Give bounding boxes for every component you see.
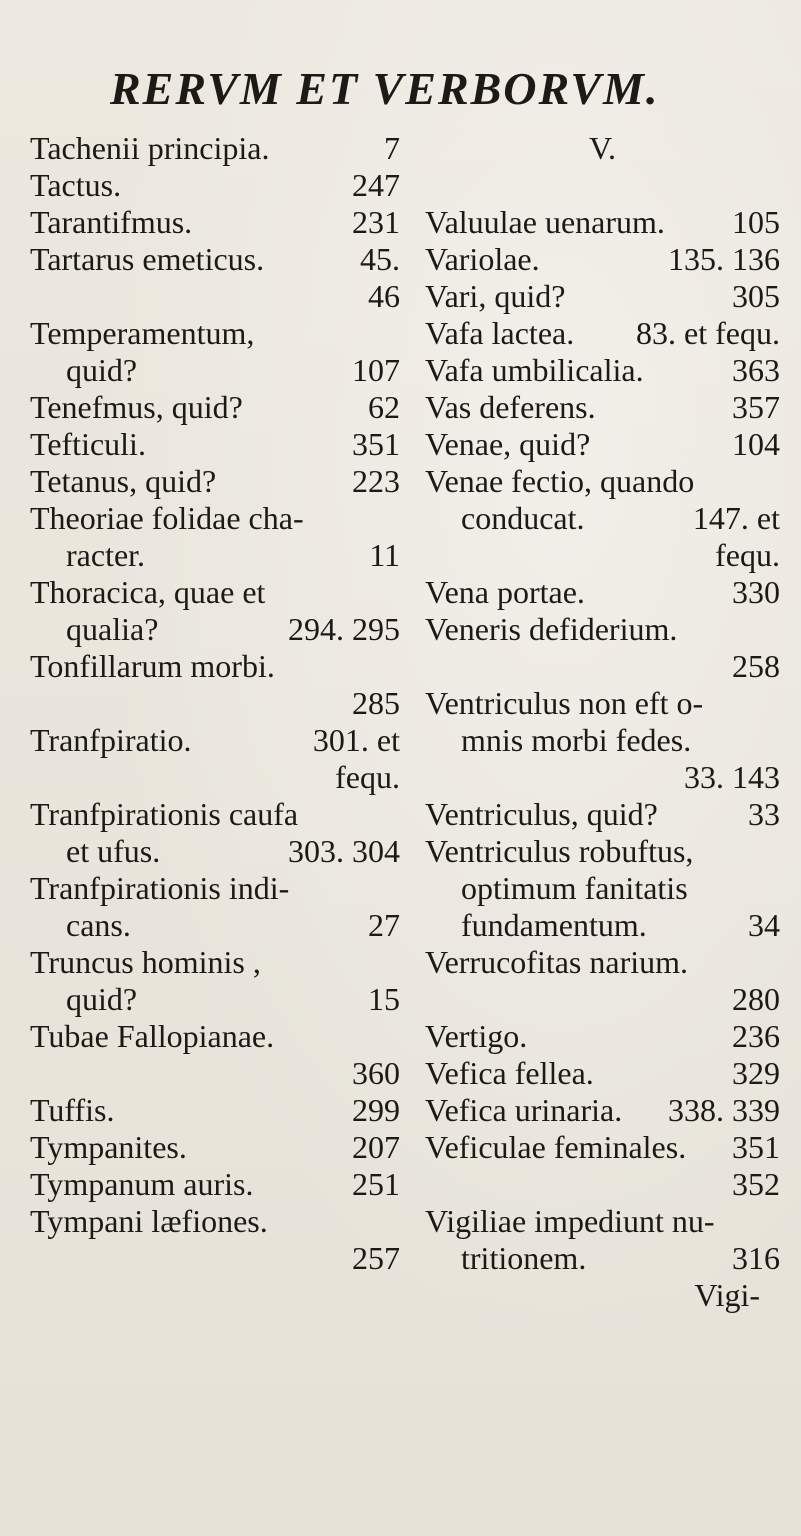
page-reference: 351 (352, 426, 400, 462)
entry-line (425, 1018, 780, 1055)
index-entry (30, 1166, 400, 1203)
entry-line (30, 981, 400, 1018)
entry-line (30, 833, 400, 870)
entry-line (425, 685, 780, 722)
page-reference: 83. et fequ. (636, 315, 780, 351)
index-entry (30, 241, 400, 315)
index-entry (425, 1203, 780, 1277)
index-entry (425, 1129, 780, 1203)
entry-term: Theoriae folidae cha- (30, 500, 304, 536)
entry-line (30, 1129, 400, 1166)
entry-line (30, 796, 400, 833)
page-reference: 223 (352, 463, 400, 499)
page-reference: fequ. (715, 537, 780, 573)
entry-line (30, 389, 400, 426)
entry-line (30, 759, 400, 796)
index-entry (425, 685, 780, 796)
entry-term: Vari, quid? (425, 278, 566, 314)
section-letter: V. (589, 130, 616, 166)
page-reference: 303. 304 (288, 833, 400, 869)
entry-line (30, 574, 400, 611)
page-reference: 351 (732, 1129, 780, 1165)
entry-term: Tuffis. (30, 1092, 115, 1128)
entry-line (425, 833, 780, 870)
entry-line (30, 944, 400, 981)
index-entry (425, 426, 780, 463)
entry-line (30, 1166, 400, 1203)
index-entry (30, 426, 400, 463)
index-entry (425, 278, 780, 315)
entry-term: Vertigo. (425, 1018, 528, 1054)
entry-term: Tranfpiratio. (30, 722, 192, 758)
page-reference: 62 (368, 389, 400, 425)
entry-line (425, 463, 780, 500)
entry-line (425, 944, 780, 981)
entry-line (425, 611, 780, 648)
entry-line (425, 722, 780, 759)
index-entry (425, 1018, 780, 1055)
index-entry (425, 463, 780, 574)
page-reference: 360 (352, 1055, 400, 1091)
page-reference: 236 (732, 1018, 780, 1054)
entry-line (30, 907, 400, 944)
entry-term: cans. (66, 907, 131, 943)
index-entry (30, 1203, 400, 1277)
index-entry (30, 130, 400, 167)
entry-term: Venae fectio, quando (425, 463, 695, 499)
index-column-right (425, 130, 780, 1314)
entry-line (425, 352, 780, 389)
running-header: RERVM ET VERBORVM. (110, 63, 660, 114)
index-entry (425, 241, 780, 278)
page-reference: 305 (732, 278, 780, 314)
entry-term: Veficulae feminales. (425, 1129, 687, 1165)
page-reference: 107 (352, 352, 400, 388)
index-entry (30, 1129, 400, 1166)
page-reference: 231 (352, 204, 400, 240)
entry-line (425, 315, 780, 352)
entry-line (30, 204, 400, 241)
entry-term: Truncus hominis , (30, 944, 261, 980)
page-reference: 33. 143 (684, 759, 780, 795)
entry-line (30, 241, 400, 278)
entry-line (425, 537, 780, 574)
index-entry (425, 204, 780, 241)
index-entry (425, 352, 780, 389)
page-reference: 301. et (312, 722, 400, 758)
entry-line (425, 426, 780, 463)
entry-line (30, 1203, 400, 1240)
entry-term: Tetanus, quid? (30, 463, 217, 499)
index-entry (30, 1092, 400, 1129)
index-entry (30, 722, 400, 796)
page-reference: 257 (352, 1240, 400, 1276)
index-entry (425, 1092, 780, 1129)
entry-line (425, 1166, 780, 1203)
entry-term: Tarantifmus. (30, 204, 193, 240)
entry-term: Tubae Fallopianae. (30, 1018, 275, 1054)
entry-term: Tenefmus, quid? (30, 389, 243, 425)
entry-term: Vas deferens. (425, 389, 596, 425)
index-entry (30, 574, 400, 648)
entry-term: mnis morbi fedes. (461, 722, 692, 758)
index-entry (30, 463, 400, 500)
entry-term: tritionem. (461, 1240, 587, 1276)
entry-line (425, 648, 780, 685)
page-reference: 363 (732, 352, 780, 388)
entry-line (425, 1092, 780, 1129)
entry-line (425, 574, 780, 611)
page-reference: 258 (732, 648, 780, 684)
page-reference: 135. 136 (668, 241, 780, 277)
entry-line (425, 278, 780, 315)
entry-term: Venae, quid? (425, 426, 591, 462)
entry-line (425, 870, 780, 907)
index-entry (425, 944, 780, 1018)
entry-term: conducat. (461, 500, 585, 536)
page-reference: 280 (732, 981, 780, 1017)
entry-term: optimum fanitatis (461, 870, 688, 906)
page-reference: 294. 295 (288, 611, 400, 647)
page-reference: 45. (360, 241, 400, 277)
entry-line (425, 1129, 780, 1166)
page-reference: 316 (732, 1240, 780, 1276)
index-entry (30, 796, 400, 870)
entry-term: Tympanum auris. (30, 1166, 254, 1202)
page-reference: 27 (368, 907, 400, 943)
entry-line (425, 907, 780, 944)
page-reference: 207 (352, 1129, 400, 1165)
entry-term: Vafa lactea. (425, 315, 575, 351)
entry-line (30, 1240, 400, 1277)
index-entry (30, 167, 400, 204)
entry-line (30, 722, 400, 759)
entry-term: Vefica fellea. (425, 1055, 594, 1091)
entry-term: Tartarus emeticus. (30, 241, 265, 277)
page-reference: 299 (352, 1092, 400, 1128)
entry-line (425, 759, 780, 796)
entry-line (30, 463, 400, 500)
index-entry (30, 944, 400, 1018)
index-column-left (30, 130, 400, 1277)
entry-line (30, 315, 400, 352)
right-entries (425, 204, 780, 1277)
page-reference: 251 (352, 1166, 400, 1202)
entry-term: Tachenii principia. (30, 130, 270, 166)
index-entry (30, 648, 400, 722)
page-reference: 33 (748, 796, 780, 832)
entry-line (425, 204, 780, 241)
page-reference: 34 (748, 907, 780, 943)
index-entry (425, 796, 780, 833)
index-entry (30, 204, 400, 241)
index-entry (30, 389, 400, 426)
entry-term: quid? (66, 352, 138, 388)
entry-line (30, 130, 400, 167)
entry-line (30, 278, 400, 315)
entry-term: Tranfpirationis caufa (30, 796, 299, 832)
entry-term: Thoracica, quae et (30, 574, 266, 610)
index-entry (30, 500, 400, 574)
index-entry (425, 315, 780, 352)
entry-term: Valuulae uenarum. (425, 204, 665, 240)
entry-term: Variolae. (425, 241, 540, 277)
entry-line (30, 1092, 400, 1129)
entry-line (30, 1055, 400, 1092)
entry-term: et ufus. (66, 833, 161, 869)
catchword: Vigi- (694, 1277, 760, 1313)
entry-term: quid? (66, 981, 138, 1017)
page-reference: 247 (352, 167, 400, 203)
page-reference: fequ. (335, 759, 400, 795)
entry-term: fundamentum. (461, 907, 647, 943)
page-reference: 104 (732, 426, 780, 462)
entry-line (425, 796, 780, 833)
index-entry (425, 611, 780, 685)
page-reference: 46 (368, 278, 400, 314)
entry-term: Tactus. (30, 167, 122, 203)
entry-term: Tefticuli. (30, 426, 146, 462)
page-reference: 352 (732, 1166, 780, 1202)
entry-line (30, 537, 400, 574)
page-reference: 329 (732, 1055, 780, 1091)
entry-line (30, 167, 400, 204)
entry-term: Ventriculus robuftus, (425, 833, 694, 869)
entry-term: racter. (66, 537, 146, 573)
entry-term: Temperamentum, (30, 315, 255, 351)
page-reference: 105 (732, 204, 780, 240)
entry-line (425, 389, 780, 426)
entry-term: Tympanites. (30, 1129, 187, 1165)
entry-term: Tranfpirationis indi- (30, 870, 290, 906)
page-reference: 7 (384, 130, 400, 166)
entry-line (425, 500, 780, 537)
entry-line (425, 1055, 780, 1092)
index-entry (425, 574, 780, 611)
index-entry (30, 315, 400, 389)
entry-line (30, 426, 400, 463)
index-entry (425, 389, 780, 426)
entry-term: qualia? (66, 611, 159, 647)
index-entry (425, 833, 780, 944)
entry-term: Vafa umbilicalia. (425, 352, 644, 388)
entry-term: Tonfillarum morbi. (30, 648, 275, 684)
entry-term: Veneris defiderium. (425, 611, 678, 647)
entry-line (425, 981, 780, 1018)
entry-line (30, 352, 400, 389)
entry-term: Ventriculus non eft o- (425, 685, 704, 721)
entry-term: Tympani læfiones. (30, 1203, 268, 1239)
entry-term: Vigiliae impediunt nu- (425, 1203, 715, 1239)
entry-line (425, 241, 780, 278)
entry-term: Vena portae. (425, 574, 585, 610)
page-reference: 285 (352, 685, 400, 721)
index-entry (425, 1055, 780, 1092)
entry-term: Vefica urinaria. (425, 1092, 623, 1128)
page-reference: 330 (732, 574, 780, 610)
entry-line (30, 685, 400, 722)
entry-line (30, 648, 400, 685)
page-reference: 338. 339 (668, 1092, 780, 1128)
entry-term: Ventriculus, quid? (425, 796, 658, 832)
entry-line (425, 1203, 780, 1240)
entry-line (30, 1018, 400, 1055)
entry-line (30, 870, 400, 907)
entry-line (30, 500, 400, 537)
entry-line (30, 611, 400, 648)
page-reference: 357 (732, 389, 780, 425)
index-entry (30, 1018, 400, 1092)
entry-term: Verrucofitas narium. (425, 944, 689, 980)
page-reference: 147. et (692, 500, 780, 536)
entry-line (425, 1240, 780, 1277)
index-entry (30, 870, 400, 944)
page-reference: 15 (368, 981, 400, 1017)
page-reference: 11 (369, 537, 400, 573)
